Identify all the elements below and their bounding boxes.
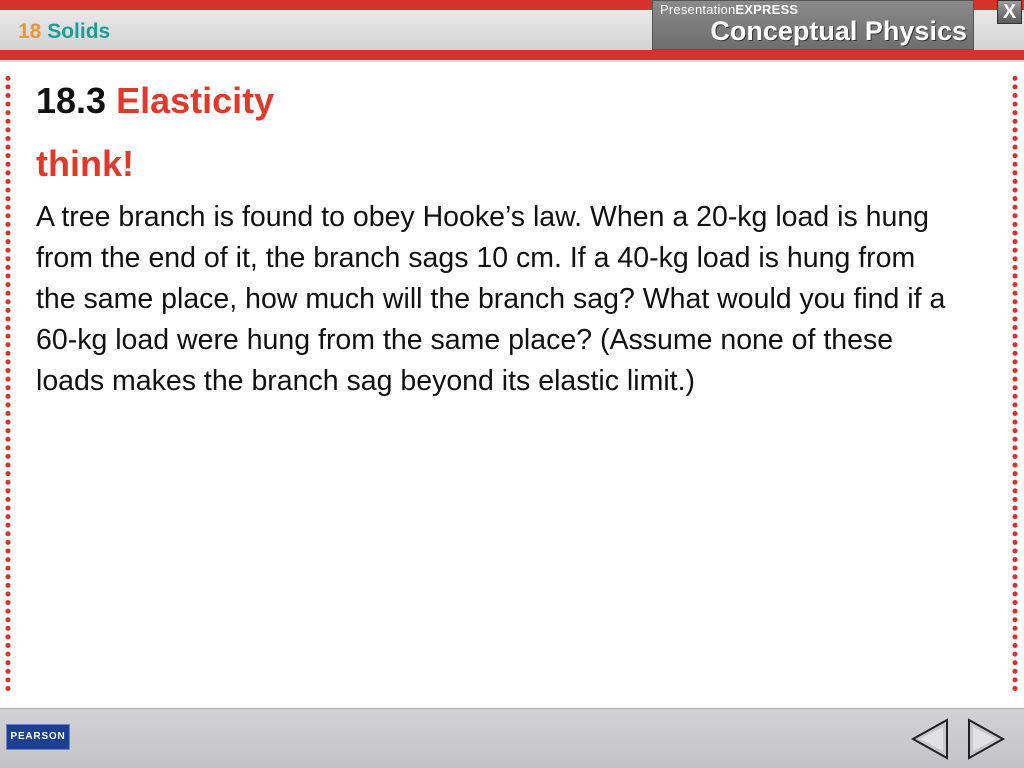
next-slide-button[interactable] bbox=[966, 717, 1006, 761]
question-text: A tree branch is found to obey Hooke’s law. When a 20-kg load is hung from the end of it, the branch sags 10 cm. If a 40-kg load is hung from the same place, how much will the branch sag? What would you find if a 60-kg load were hung from the same place? (Assume none of these loads makes the branch sag beyond its elastic limit.) bbox=[36, 201, 946, 397]
brand-banner bbox=[652, 0, 974, 50]
chapter-number: 18 bbox=[18, 20, 42, 43]
section-title bbox=[36, 80, 274, 122]
pearson-logo: PEARSON bbox=[6, 724, 70, 750]
chapter-title bbox=[18, 20, 110, 44]
brand-title: Conceptual Physics bbox=[710, 16, 967, 46]
brand-subtitle bbox=[660, 2, 798, 17]
previous-slide-button[interactable] bbox=[910, 717, 950, 761]
right-dotted-border bbox=[1011, 74, 1019, 694]
chapter-name: Solids bbox=[47, 20, 111, 43]
section-number: 18.3 bbox=[36, 80, 107, 121]
close-button[interactable]: X bbox=[997, 0, 1022, 24]
brand-prefix: Presentation bbox=[660, 2, 736, 17]
header-bar bbox=[0, 0, 1024, 62]
header-bottom-stripe bbox=[0, 50, 1024, 60]
think-heading: think! bbox=[36, 143, 134, 184]
left-dotted-border bbox=[4, 74, 12, 694]
brand-prefix-bold: EXPRESS bbox=[735, 2, 799, 17]
left-arrow-icon bbox=[910, 717, 950, 761]
section-name: Elasticity bbox=[116, 80, 275, 121]
footer-bar bbox=[0, 708, 1024, 768]
right-arrow-icon bbox=[966, 717, 1006, 761]
